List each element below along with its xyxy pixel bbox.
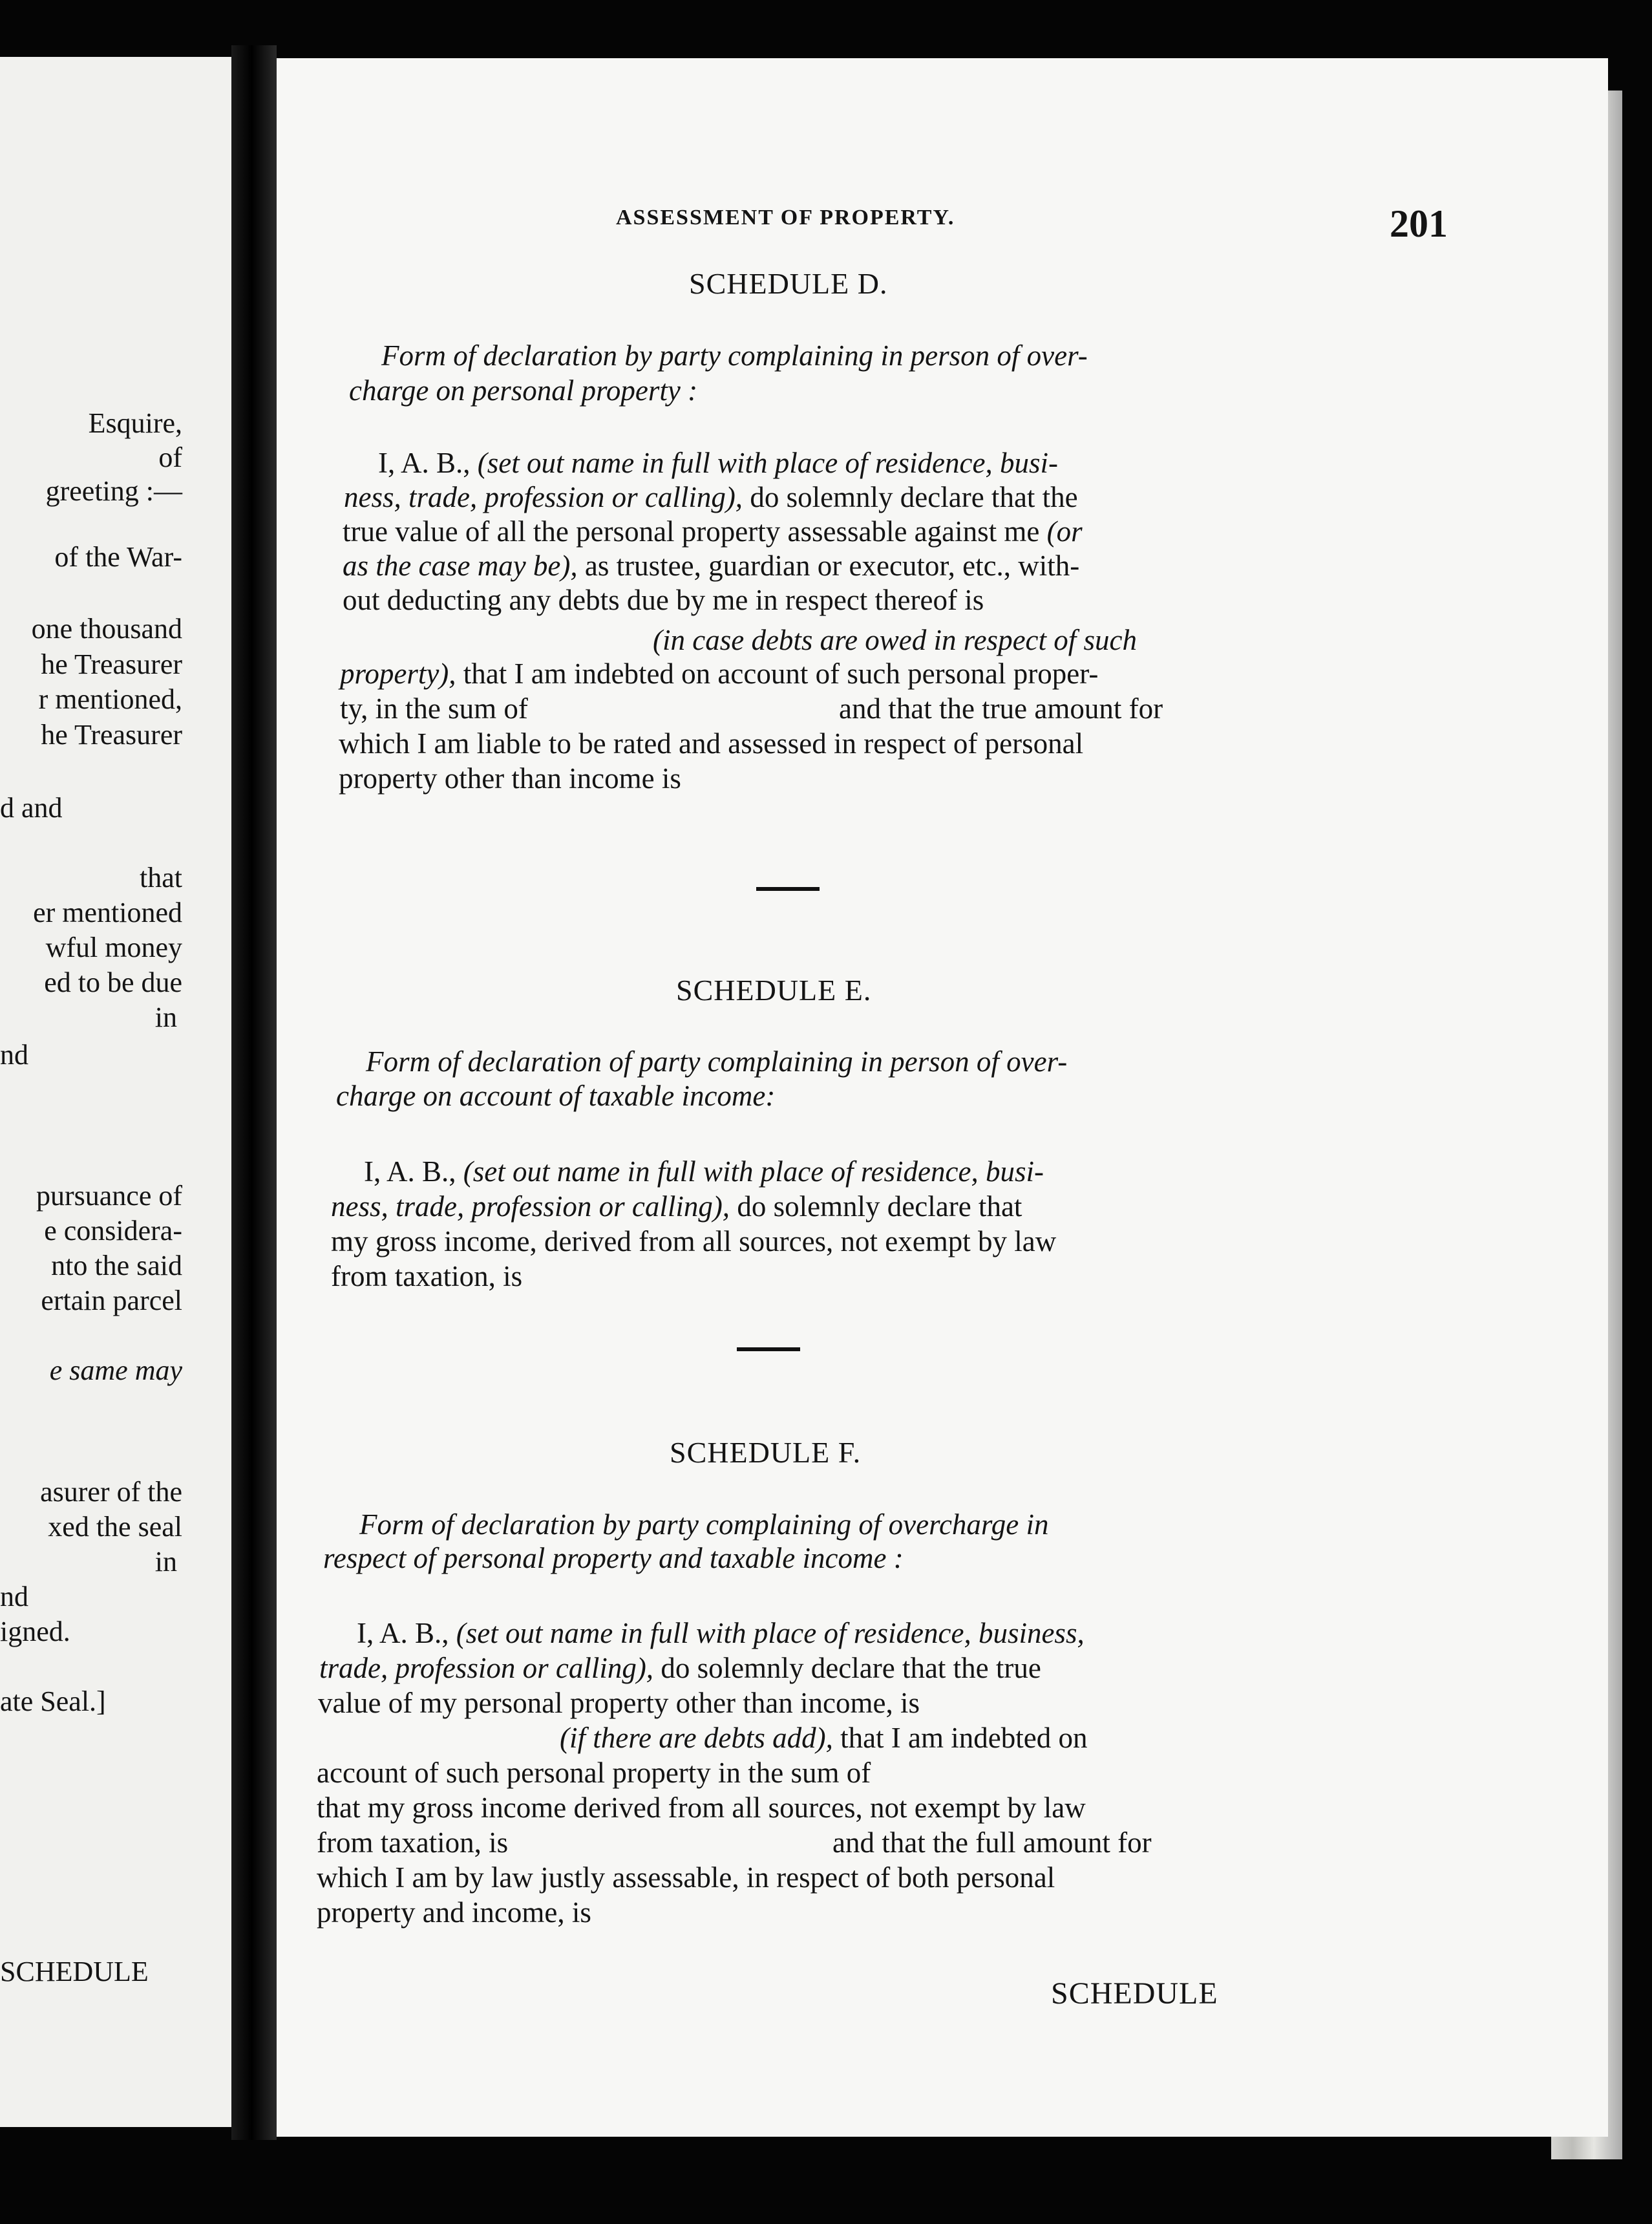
- schedule-d-line: which I am liable to be rated and assessed in respect of personal: [339, 727, 1084, 760]
- schedule-f-line: property and income, is: [317, 1896, 591, 1929]
- schedule-e-intro: Form of declaration of party complaining in person of over-: [366, 1045, 1068, 1078]
- page-number: 201: [1390, 202, 1448, 245]
- schedule-f-line: (if there are debts add), that I am indebted on: [560, 1722, 1088, 1754]
- right-page: [277, 58, 1608, 2137]
- section-rule: [756, 887, 820, 891]
- schedule-d-line: true value of all the personal property assessable against me (or: [343, 515, 1083, 548]
- schedule-d-line: and that the true amount for: [839, 692, 1163, 725]
- left-page-line: in: [154, 1001, 177, 1033]
- left-page-line: e considera-: [44, 1215, 182, 1246]
- schedule-d-title: SCHEDULE D.: [689, 267, 888, 300]
- schedule-d-line: ness, trade, profession or calling), do solemnly declare that the: [344, 481, 1078, 513]
- left-page-line: one thousand: [31, 613, 182, 645]
- schedule-f-line: which I am by law justly assessable, in respect of both personal: [317, 1861, 1055, 1894]
- schedule-d-line: I, A. B., (set out name in full with place of residence, busi-: [378, 447, 1058, 479]
- left-page-line: d and: [0, 792, 63, 824]
- schedule-e-line: from taxation, is: [331, 1260, 523, 1292]
- schedule-f-line: I, A. B., (set out name in full with place of residence, business,: [357, 1617, 1085, 1649]
- left-page-line: SCHEDULE: [0, 1956, 149, 1987]
- schedule-f-title: SCHEDULE F.: [670, 1436, 862, 1469]
- schedule-f-line: that my gross income derived from all sources, not exempt by law: [317, 1791, 1086, 1824]
- schedule-f-intro: respect of personal property and taxable income :: [323, 1542, 904, 1574]
- schedule-f-line: account of such personal property in the sum of: [317, 1757, 871, 1789]
- left-page-line: that: [140, 862, 182, 893]
- schedule-f-intro: Form of declaration by party complaining of overcharge in: [359, 1508, 1049, 1541]
- left-page-line: of the War-: [54, 541, 182, 573]
- left-page-line: he Treasurer: [41, 648, 182, 680]
- left-page-line: e same may: [49, 1354, 182, 1386]
- left-page-line: nd: [0, 1039, 28, 1071]
- schedule-d-line: property other than income is: [339, 762, 681, 795]
- schedule-f-line: value of my personal property other than income, is: [318, 1687, 920, 1719]
- running-header: ASSESSMENT OF PROPERTY.: [616, 206, 955, 230]
- left-page-line: of: [158, 442, 182, 473]
- left-page-line: nd: [0, 1581, 28, 1612]
- left-page-line: r mentioned,: [38, 683, 182, 715]
- left-page-line: ate Seal.]: [0, 1685, 106, 1717]
- schedule-d-line: out deducting any debts due by me in respect thereof is: [343, 584, 984, 616]
- schedule-d-line: property), that I am indebted on account of such personal proper-: [340, 658, 1099, 690]
- schedule-d-line: as the case may be), as trustee, guardian or executor, etc., with-: [343, 550, 1080, 582]
- schedule-d-line: ty, in the sum of: [340, 692, 528, 725]
- left-page-line: he Treasurer: [41, 719, 182, 751]
- book-gutter: [231, 45, 277, 2140]
- schedule-e-line: my gross income, derived from all sources, not exempt by law: [331, 1225, 1057, 1257]
- left-page-line: wful money: [45, 932, 182, 963]
- schedule-d-line: (in case debts are owed in respect of such: [653, 624, 1138, 656]
- left-page-line: er mentioned: [33, 897, 182, 928]
- section-rule: [737, 1347, 800, 1351]
- left-page-line: ertain parcel: [41, 1285, 182, 1316]
- schedule-e-intro: charge on account of taxable income:: [336, 1080, 776, 1112]
- schedule-f-line: and that the full amount for: [832, 1826, 1152, 1859]
- left-page-line: igned.: [0, 1616, 70, 1647]
- left-page-line: in: [154, 1546, 177, 1577]
- schedule-e-line: I, A. B., (set out name in full with place of residence, busi-: [364, 1155, 1044, 1188]
- catchword: SCHEDULE: [1051, 1976, 1218, 2011]
- schedule-d-intro: charge on personal property :: [349, 374, 698, 407]
- left-page-line: pursuance of: [36, 1180, 182, 1212]
- schedule-f-line: from taxation, is: [317, 1826, 509, 1859]
- schedule-f-line: trade, profession or calling), do solemnly declare that the true: [319, 1652, 1041, 1684]
- left-page-line: Esquire,: [88, 407, 182, 439]
- schedule-d-intro: Form of declaration by party complaining in person of over-: [381, 339, 1088, 372]
- left-page-line: nto the said: [51, 1250, 182, 1281]
- left-page: [0, 57, 231, 2127]
- schedule-e-title: SCHEDULE E.: [676, 974, 872, 1007]
- left-page-line: ed to be due: [44, 967, 182, 998]
- left-page-line: greeting :—: [45, 475, 182, 507]
- left-page-line: asurer of the: [40, 1476, 182, 1508]
- left-page-line: xed the seal: [48, 1511, 182, 1543]
- schedule-e-line: ness, trade, profession or calling), do solemnly declare that: [331, 1190, 1022, 1223]
